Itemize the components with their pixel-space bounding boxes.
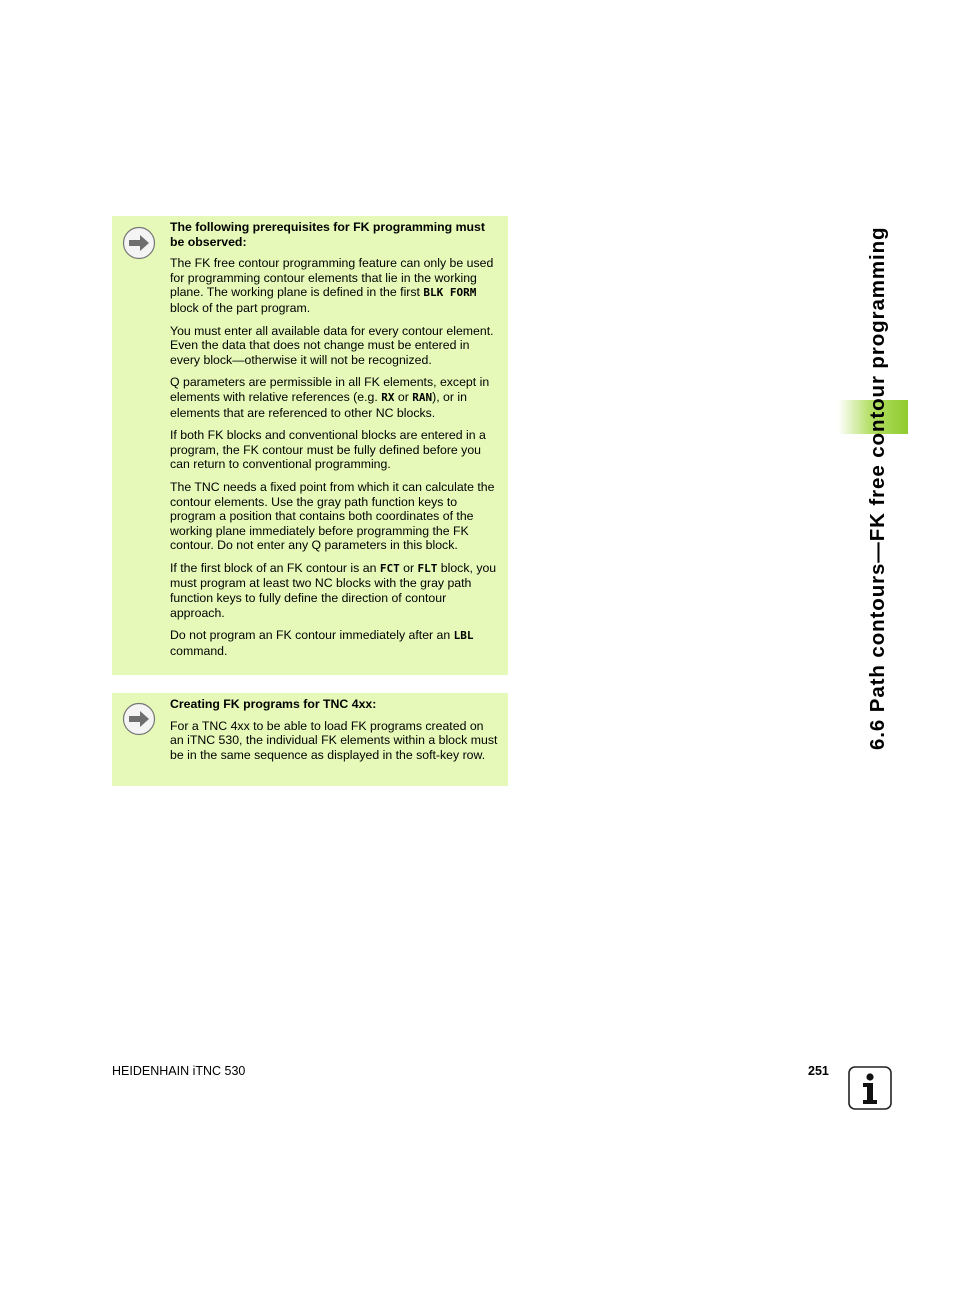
code-blk-form: BLK FORM [423, 286, 477, 300]
code-rx: RX [381, 390, 395, 404]
prerequisites-note [112, 216, 508, 675]
text-segment: Q parameters are permissible in all FK elements, except in elements with relative references (e.g. [170, 375, 490, 404]
text-segment: The FK free contour programming feature can only be used for programming contour elements that lie in the working plane. The working plane is defined in the first [170, 256, 494, 300]
info-icon [848, 1066, 892, 1110]
paragraph-fixed-point: The TNC needs a fixed point from which it can calculate the contour elements. Use the gray path function keys to program a position that contains both coordinates of the working plane immediately before programming the FK contour. Do not enter any Q parameters in this block. [170, 479, 495, 553]
paragraph-fk-and-conventional: If both FK blocks and conventional blocks are entered in a program, the FK contour must be fully defined before you can return to conventional programming. [170, 428, 486, 472]
arrow-right-icon [122, 702, 156, 736]
text-segment: ), or in elements that are referenced to other NC blocks. [170, 389, 467, 420]
paragraph-lbl [170, 628, 500, 658]
tnc4xx-note [112, 693, 508, 786]
code-lbl: LBL [453, 629, 474, 643]
text-segment: command. [170, 643, 228, 658]
paragraph-q-parameters [170, 375, 500, 420]
text-segment: block, you must program at least two NC blocks with the gray path function keys to fully define the direction of contour approach. [170, 560, 497, 620]
code-ran: RAN [412, 390, 433, 404]
text-segment: Do not program an FK contour immediately after an [170, 628, 454, 643]
code-flt: FLT [417, 561, 438, 575]
chapter-side-title: 6.6 Path contours—FK free contour programming [866, 226, 889, 750]
footer-product-name: HEIDENHAIN iTNC 530 [112, 1064, 246, 1078]
note-body [170, 697, 500, 770]
paragraph-sequence: For a TNC 4xx to be able to load FK programs created on an iTNC 530, the individual FK elements within a block must be in the same sequence as displayed in the soft-key row. [170, 718, 498, 762]
note-body [170, 220, 500, 666]
text-segment: If the first block of an FK contour is an [170, 560, 380, 575]
text-segment: block of the part program. [170, 300, 311, 315]
note-heading: The following prerequisites for FK programming must be observed: [170, 220, 485, 249]
paragraph-working-plane [170, 256, 500, 315]
code-fct: FCT [379, 561, 400, 575]
text-segment: or [394, 389, 413, 404]
page-number: 251 [808, 1064, 829, 1078]
text-segment: or [399, 560, 418, 575]
paragraph-all-data: You must enter all available data for every contour element. Even the data that does not change must be entered in every block—otherwise it will not be recognized. [170, 323, 494, 367]
note-heading: Creating FK programs for TNC 4xx: [170, 697, 377, 711]
paragraph-fct-flt [170, 561, 500, 620]
arrow-right-icon [122, 226, 156, 260]
